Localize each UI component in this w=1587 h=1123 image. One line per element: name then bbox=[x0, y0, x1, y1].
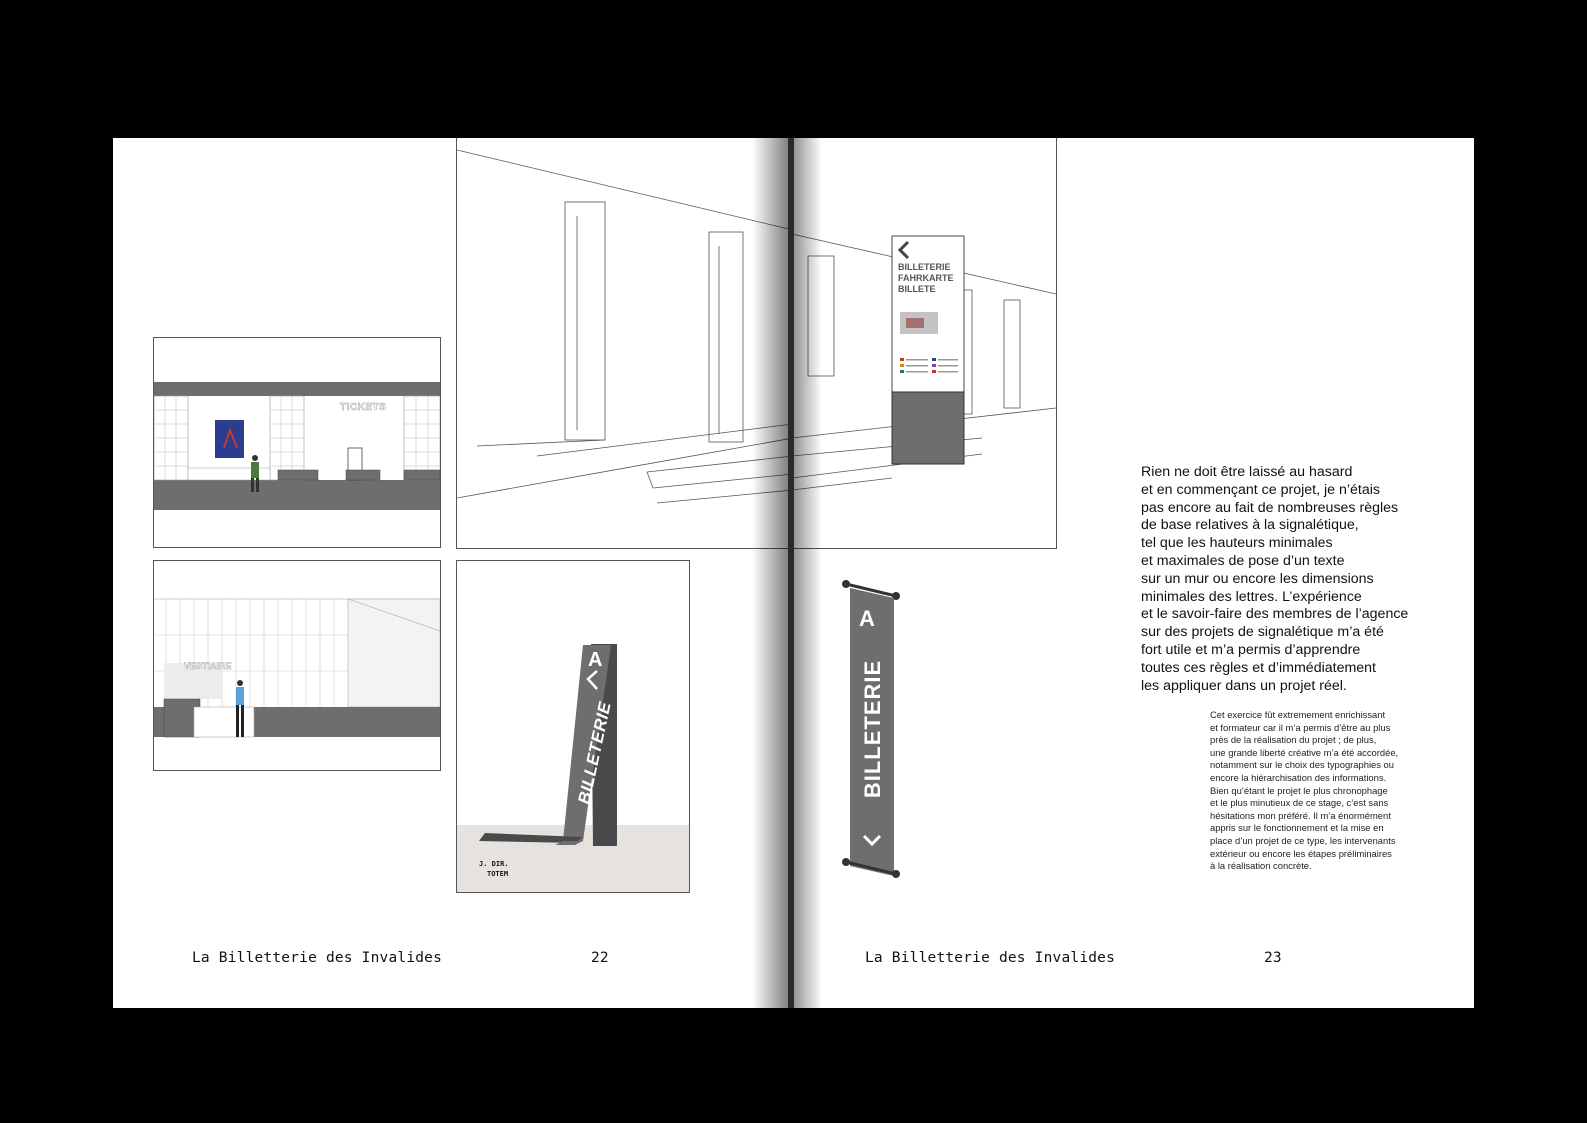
small-text-line: près de la réalisation du projet ; de plus, bbox=[1210, 734, 1377, 746]
tickets-elevation-drawing bbox=[153, 337, 441, 548]
left-page bbox=[113, 138, 792, 1008]
small-text-line: à la réalisation concrète. bbox=[1210, 860, 1312, 872]
small-text-line: et le plus minutieux de ce stage, c’est sans bbox=[1210, 797, 1389, 809]
secondary-paragraph bbox=[1210, 709, 1440, 873]
totem-caption-1: J. DIR. bbox=[479, 860, 509, 868]
gutter-shadow-right bbox=[792, 138, 822, 1008]
corridor-perspective-continuation bbox=[792, 138, 1057, 549]
right-footer-title: La Billetterie des Invalides bbox=[865, 950, 1116, 966]
totem-drawing bbox=[456, 560, 690, 893]
small-text-line: extérieur ou encore les étapes préliminaires bbox=[1210, 847, 1392, 859]
gutter-shadow-left bbox=[752, 138, 792, 1008]
main-text-line: tel que les hauteurs minimales bbox=[1141, 535, 1333, 552]
small-text-line: et formateur car il m’a permis d’être au plus bbox=[1210, 721, 1391, 733]
main-text-line: minimales des lettres. L’expérience bbox=[1141, 588, 1362, 605]
small-text-line: encore la hiérarchisation des informations. bbox=[1210, 771, 1387, 783]
main-text-line: sur un mur ou encore les dimensions bbox=[1141, 570, 1374, 587]
right-page bbox=[792, 138, 1474, 1008]
main-text-line: de base relatives à la signalétique, bbox=[1141, 517, 1359, 534]
totem-caption-2: TOTEM bbox=[487, 870, 509, 878]
main-text-line: et en commençant ce projet, je n’étais bbox=[1141, 481, 1380, 498]
corridor-perspective-drawing bbox=[456, 138, 792, 549]
banner-sign-drawing bbox=[836, 578, 906, 888]
main-paragraph bbox=[1141, 464, 1441, 695]
pylon-sign-line2: FAHRKARTE bbox=[898, 273, 954, 283]
small-text-line: une grande liberté créative m’a été accordée, bbox=[1210, 746, 1399, 758]
totem-letter: A bbox=[588, 649, 603, 671]
small-text-line: Cet exercice fût extremement enrichissant bbox=[1210, 709, 1386, 720]
main-text-line: les appliquer dans un projet réel. bbox=[1141, 677, 1347, 694]
main-text-line: toutes ces règles et d’immédiatement bbox=[1141, 659, 1376, 676]
pylon-sign-line3: BILLETE bbox=[898, 284, 936, 294]
main-text-line: fort utile et m’a permis d’apprendre bbox=[1141, 641, 1361, 658]
left-footer-title: La Billetterie des Invalides bbox=[192, 950, 443, 966]
main-text-line: Rien ne doit être laissé au hasard bbox=[1141, 464, 1353, 480]
main-text-line: et le savoir-faire des membres de l’agence bbox=[1141, 606, 1409, 623]
banner-letter: A bbox=[859, 606, 875, 631]
small-text-line: place d’un projet de ce type, les intervenants bbox=[1210, 834, 1396, 846]
left-page-number: 22 bbox=[591, 950, 609, 966]
vestiaire-sign: VESTIAIRE bbox=[184, 661, 232, 671]
small-text-line: appris sur le fonctionnement et la mise en bbox=[1210, 822, 1384, 834]
small-text-line: notamment sur le choix des typographies ou bbox=[1210, 759, 1394, 771]
pylon-sign-line1: BILLETERIE bbox=[898, 262, 951, 272]
small-text-line: Bien qu’étant le projet le plus chronophage bbox=[1210, 784, 1388, 796]
banner-sign: BILLETERIE bbox=[860, 659, 885, 799]
tickets-sign: TICKETS bbox=[340, 402, 387, 413]
main-text-line: et maximales de pose d’un texte bbox=[1141, 552, 1345, 569]
vestiaire-elevation-drawing bbox=[153, 560, 441, 771]
main-text-line: pas encore au fait de nombreuses règles bbox=[1141, 499, 1399, 516]
main-text-line: sur des projets de signalétique m’a été bbox=[1141, 624, 1384, 641]
small-text-line: hésitations mon préféré. Il m’a énormément bbox=[1210, 809, 1391, 821]
book-spine-gutter bbox=[788, 138, 794, 1008]
right-page-number: 23 bbox=[1264, 950, 1282, 966]
totem-sign: BILLETERIE bbox=[574, 699, 615, 806]
